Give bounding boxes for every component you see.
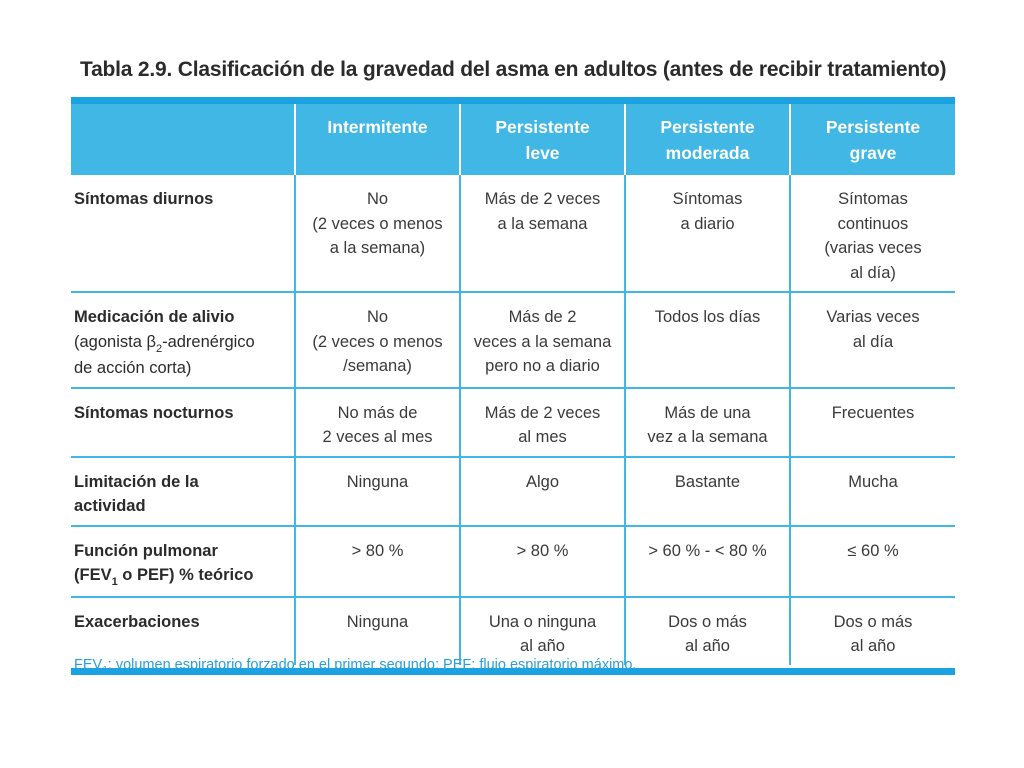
header-row xyxy=(71,104,955,175)
cell-line: (2 veces o menos xyxy=(312,214,443,233)
table-title: Tabla 2.9. Clasificación de la gravedad del asma en adultos (antes de recibir tratamiento) xyxy=(80,58,947,81)
cell-line: No xyxy=(366,308,389,326)
cell-line: a diario xyxy=(680,214,735,233)
cell-line: al día xyxy=(852,332,894,351)
column-header-3 xyxy=(625,104,790,175)
cell-line: Dos o más xyxy=(668,612,747,631)
cell-line: Mucha xyxy=(848,472,898,491)
severity-table-container xyxy=(71,97,955,675)
row-header xyxy=(71,388,295,457)
cell-line: Todos los días xyxy=(654,308,761,326)
column-header-line: Persistente xyxy=(495,117,590,137)
cell-line: Síntomas xyxy=(838,190,908,208)
column-header-line: grave xyxy=(849,143,897,163)
footnote-prefix: FEV xyxy=(74,657,103,673)
table-cell xyxy=(790,388,955,457)
row-header-line xyxy=(74,401,290,426)
table-row xyxy=(71,526,955,597)
footnote-subscript: 1 xyxy=(102,665,108,676)
table-row xyxy=(71,457,955,526)
cell-line: a la semana) xyxy=(329,239,426,257)
table-cell xyxy=(625,457,790,526)
cell-line: a la semana xyxy=(497,214,588,233)
row-header-text: Síntomas diurnos xyxy=(74,190,214,208)
cell-line: Más de 2 veces xyxy=(484,190,601,208)
column-header-line: Persistente xyxy=(825,117,921,137)
cell-line: Frecuentes xyxy=(831,403,915,422)
row-header-subscript: 2 xyxy=(155,342,163,355)
table-cell xyxy=(790,526,955,597)
table-body xyxy=(71,175,955,665)
column-header-line: moderada xyxy=(665,143,750,163)
cell-line: vez a la semana xyxy=(647,428,768,446)
cell-line: Bastante xyxy=(674,472,741,491)
cell-line: No más de xyxy=(337,403,418,422)
cell-line: Más de 2 veces xyxy=(484,403,601,422)
cell-line: (2 veces o menos xyxy=(312,332,443,351)
row-header-after: -adrenérgico xyxy=(162,332,255,351)
cell-line: /semana) xyxy=(343,357,412,375)
column-header-line: Persistente xyxy=(660,117,755,137)
row-header-line xyxy=(74,610,290,635)
table-row xyxy=(71,175,955,292)
cell-line: > 80 % xyxy=(351,541,404,560)
table-row xyxy=(71,292,955,388)
row-header-text: Exacerbaciones xyxy=(74,612,200,631)
table-cell xyxy=(295,526,460,597)
cell-line: (varias veces xyxy=(824,239,922,257)
column-header-1 xyxy=(295,104,460,175)
cell-line: > 60 % - < 80 % xyxy=(648,541,767,560)
table-cell xyxy=(295,175,460,292)
row-header-text: Síntomas nocturnos xyxy=(74,403,234,422)
table-cell xyxy=(625,597,790,665)
footnote-text: : volumen espiratorio forzado en el primer segundo; PEF: flujo espiratorio máximo. xyxy=(107,657,637,673)
table-cell xyxy=(295,292,460,388)
table-cell xyxy=(625,526,790,597)
row-header-line xyxy=(74,470,290,495)
table-top-bar xyxy=(71,97,955,104)
table-cell xyxy=(460,388,625,457)
cell-line: pero no a diario xyxy=(485,357,600,375)
table-cell xyxy=(460,597,625,665)
row-header-line xyxy=(74,330,290,357)
header-empty-cell xyxy=(71,104,295,175)
table-cell xyxy=(295,457,460,526)
row-header xyxy=(71,526,295,597)
column-header-line: Intermitente xyxy=(327,117,428,137)
row-header-line: de acción corta) xyxy=(74,359,192,377)
row-header xyxy=(71,292,295,388)
cell-line: 2 veces al mes xyxy=(322,428,433,446)
row-header-text: Medicación de alivio xyxy=(74,308,235,326)
row-header-text: Limitación de la xyxy=(74,472,199,491)
table-cell xyxy=(460,526,625,597)
cell-line: al mes xyxy=(518,428,567,446)
column-header-line: leve xyxy=(525,143,560,163)
column-header-2 xyxy=(460,104,625,175)
row-header-after: o PEF) % teórico xyxy=(117,566,254,584)
cell-line: al año xyxy=(685,637,730,655)
cell-line: Varias veces xyxy=(826,308,920,326)
cell-line: Más de una xyxy=(664,403,751,422)
table-cell xyxy=(625,388,790,457)
cell-line: Ninguna xyxy=(346,612,409,631)
table-cell xyxy=(790,457,955,526)
row-header-before: (agonista β xyxy=(74,332,156,351)
cell-line: > 80 % xyxy=(516,541,569,560)
cell-line: Ninguna xyxy=(346,472,409,491)
cell-line: al año xyxy=(850,637,896,655)
table-cell xyxy=(295,597,460,665)
table-row xyxy=(71,388,955,457)
cell-line: Una o ninguna xyxy=(488,612,597,631)
cell-line: veces a la semana xyxy=(473,332,612,351)
row-header-line xyxy=(74,563,290,590)
table-cell xyxy=(790,597,955,665)
column-header-4 xyxy=(790,104,955,175)
cell-line: Algo xyxy=(525,472,560,491)
table-cell xyxy=(790,292,955,388)
row-header-text: Función pulmonar xyxy=(74,541,218,560)
row-header-subscript: 1 xyxy=(111,576,118,588)
row-header-line xyxy=(74,187,290,212)
table-cell xyxy=(460,457,625,526)
row-header-text: actividad xyxy=(74,497,146,515)
table-cell xyxy=(625,175,790,292)
row-header-line xyxy=(74,539,290,564)
row-header xyxy=(71,175,295,292)
table-row xyxy=(71,597,955,665)
table-cell xyxy=(790,175,955,292)
cell-line: No xyxy=(366,190,389,208)
cell-line: Dos o más xyxy=(833,612,913,631)
table-cell xyxy=(460,175,625,292)
asthma-severity-table xyxy=(71,104,955,665)
table-cell xyxy=(295,388,460,457)
row-header-line xyxy=(74,494,290,519)
table-cell xyxy=(460,292,625,388)
table-cell xyxy=(625,292,790,388)
row-header xyxy=(71,457,295,526)
row-header-before: (FEV xyxy=(74,566,112,584)
row-header xyxy=(71,597,295,665)
row-header-line xyxy=(74,305,290,330)
cell-line: al día) xyxy=(850,263,896,282)
cell-line: Síntomas xyxy=(672,190,743,208)
cell-line: Más de 2 xyxy=(508,308,577,326)
cell-line: al año xyxy=(520,637,565,655)
cell-line: continuos xyxy=(837,214,909,233)
footnote xyxy=(74,657,637,676)
cell-line: ≤ 60 % xyxy=(847,541,899,560)
